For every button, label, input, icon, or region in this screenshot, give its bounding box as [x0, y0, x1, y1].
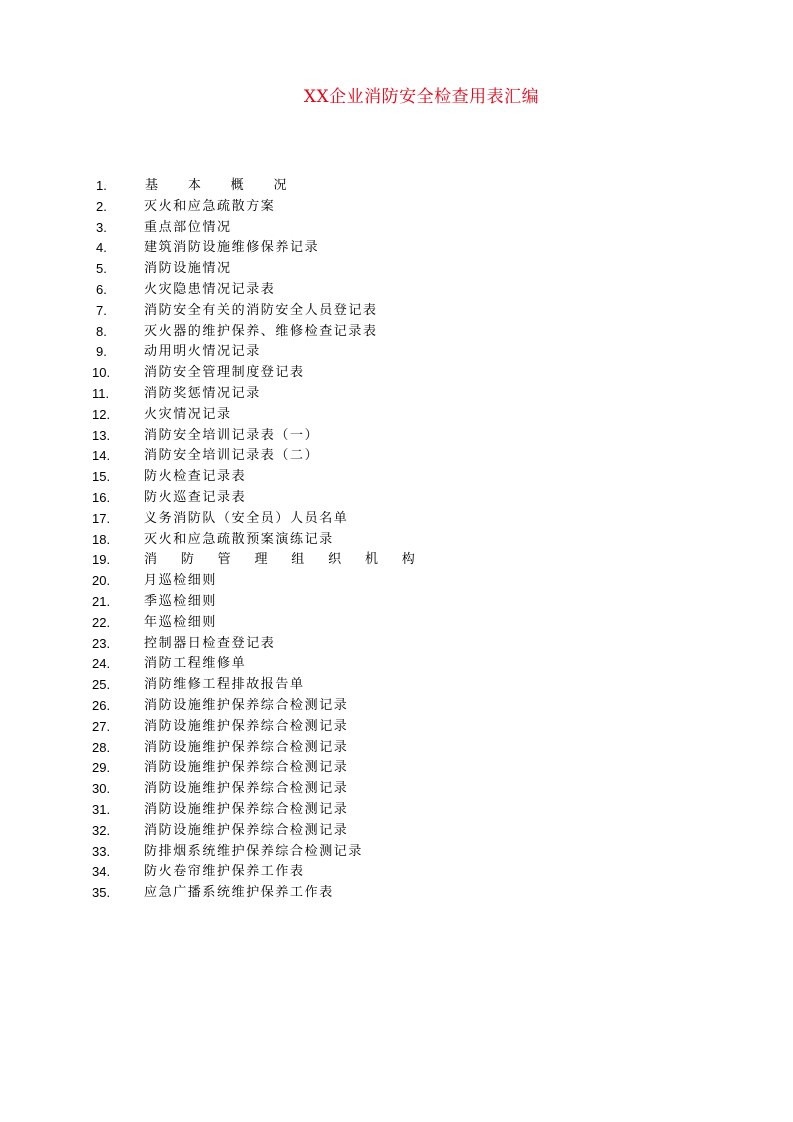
- list-item-label: 防火检查记录表: [144, 469, 247, 485]
- list-item-number: 12.: [92, 406, 111, 422]
- list-item: [92, 592, 512, 613]
- list-item: [92, 322, 512, 343]
- list-item-label: 年巡检细则: [144, 614, 218, 630]
- list-item: [92, 779, 512, 800]
- list-item: [92, 446, 512, 467]
- list-item: [92, 862, 512, 883]
- list-item-label: 消防安全管理制度登记表: [144, 365, 305, 381]
- list-item-label: 消防安全培训记录表（一）: [144, 427, 320, 443]
- list-item-number: 7.: [96, 302, 107, 318]
- list-item-number: 5.: [96, 261, 107, 277]
- list-item-number: 32.: [92, 822, 111, 838]
- list-item: [92, 717, 512, 738]
- list-item: [92, 467, 512, 488]
- list-item: [92, 509, 512, 530]
- list-item: [92, 405, 512, 426]
- list-item-label: 消 防 管 理 组 织 机 构: [144, 552, 423, 568]
- list-item-number: 14.: [92, 448, 111, 464]
- list-item-number: 25.: [92, 677, 111, 693]
- list-item: [92, 800, 512, 821]
- list-item-number: 30.: [92, 781, 111, 797]
- list-item: [92, 530, 512, 551]
- list-item-number: 17.: [92, 510, 111, 526]
- list-item-number: 3.: [96, 219, 107, 235]
- list-item-number: 26.: [92, 697, 111, 713]
- list-item-label: 月巡检细则: [144, 573, 218, 589]
- list-item-label: 消防安全有关的消防安全人员登记表: [144, 302, 378, 318]
- list-item-label: 建筑消防设施维修保养记录: [144, 240, 320, 256]
- list-item-label: 消防设施维护保养综合检测记录: [144, 822, 349, 838]
- list-item-number: 6.: [96, 281, 107, 297]
- list-item-number: 35.: [92, 885, 111, 901]
- list-item-label: 消防设施维护保养综合检测记录: [144, 781, 349, 797]
- list-item: [92, 280, 512, 301]
- list-item-number: 20.: [92, 573, 111, 589]
- list-item-number: 23.: [92, 635, 111, 651]
- list-item-number: 28.: [92, 739, 111, 755]
- list-item-number: 33.: [92, 843, 111, 859]
- list-item-number: 21.: [92, 593, 111, 609]
- list-item-number: 29.: [92, 760, 111, 776]
- list-item-number: 8.: [96, 323, 107, 339]
- list-item: [92, 342, 512, 363]
- list-item: [92, 821, 512, 842]
- list-item-label: 消防设施维护保养综合检测记录: [144, 739, 349, 755]
- list-item: [92, 426, 512, 447]
- list-item: [92, 883, 512, 904]
- list-item: [92, 197, 512, 218]
- list-item: [92, 842, 512, 863]
- list-item-number: 13.: [92, 427, 111, 443]
- list-item-label: 消防设施维护保养综合检测记录: [144, 801, 349, 817]
- list-item-label: 火灾情况记录: [144, 406, 232, 422]
- list-item: [92, 758, 512, 779]
- list-item-label: 火灾隐患情况记录表: [144, 281, 276, 297]
- list-item: [92, 550, 512, 571]
- list-item-label: 消防安全培训记录表（二）: [144, 448, 320, 464]
- list-item-number: 27.: [92, 718, 111, 734]
- list-item: [92, 301, 512, 322]
- list-item-number: 34.: [92, 864, 111, 880]
- list-item-label: 季巡检细则: [144, 593, 218, 609]
- list-item-number: 16.: [92, 489, 111, 505]
- list-item: [92, 363, 512, 384]
- list-item: [92, 488, 512, 509]
- document-title: XX企业消防安全检查用表汇编: [303, 87, 540, 107]
- list-item-number: 18.: [92, 531, 111, 547]
- list-item-number: 10.: [92, 365, 111, 381]
- list-item-number: 19.: [92, 552, 111, 568]
- list-item-label: 灭火和应急疏散预案演练记录: [144, 531, 334, 547]
- list-item: [92, 696, 512, 717]
- list-item-label: 防火卷帘维护保养工作表: [144, 864, 305, 880]
- list-item-label: 灭火器的维护保养、维修检查记录表: [144, 323, 378, 339]
- list-item-label: 控制器日检查登记表: [144, 635, 276, 651]
- list-item: [92, 654, 512, 675]
- list-item: [92, 738, 512, 759]
- list-item: [92, 259, 512, 280]
- list-item-label: 灭火和应急疏散方案: [144, 198, 276, 214]
- list-item-number: 4.: [96, 240, 107, 256]
- list-item-label: 重点部位情况: [144, 219, 232, 235]
- list-item-label: 防排烟系统维护保养综合检测记录: [144, 843, 364, 859]
- list-item: [92, 613, 512, 634]
- list-item: [92, 384, 512, 405]
- list-item-label: 应急广播系统维护保养工作表: [144, 885, 334, 901]
- list-item-number: 31.: [92, 801, 111, 817]
- list-item-label: 消防工程维修单: [144, 656, 247, 672]
- list-item-label: 消防维修工程排故报告单: [144, 677, 305, 693]
- list-item: [92, 218, 512, 239]
- list-item-label: 基 本 概 况: [145, 178, 298, 193]
- list-item-label: 消防设施维护保养综合检测记录: [144, 718, 349, 734]
- list-item-number: 24.: [92, 656, 111, 672]
- list-item-label: 消防设施维护保养综合检测记录: [144, 760, 349, 776]
- list-item-number: 2.: [96, 198, 107, 214]
- list-item-label: 消防设施维护保养综合检测记录: [144, 697, 349, 713]
- list-item: [92, 675, 512, 696]
- list-item: [92, 238, 512, 259]
- list-item-number: 15.: [92, 469, 111, 485]
- list-item-label: 动用明火情况记录: [144, 344, 261, 360]
- table-of-contents: [92, 176, 512, 904]
- list-item-label: 消防奖惩情况记录: [144, 385, 261, 401]
- list-item-number: 9.: [96, 344, 107, 360]
- list-item: [92, 571, 512, 592]
- list-item-number: 1.: [96, 178, 107, 193]
- list-item: [92, 634, 512, 655]
- list-item-label: 消防设施情况: [144, 261, 232, 277]
- list-item-label: 防火巡查记录表: [144, 489, 247, 505]
- list-item-number: 11.: [92, 385, 110, 401]
- list-item: [92, 176, 512, 197]
- list-item-number: 22.: [92, 614, 111, 630]
- list-item-label: 义务消防队（安全员）人员名单: [144, 510, 349, 526]
